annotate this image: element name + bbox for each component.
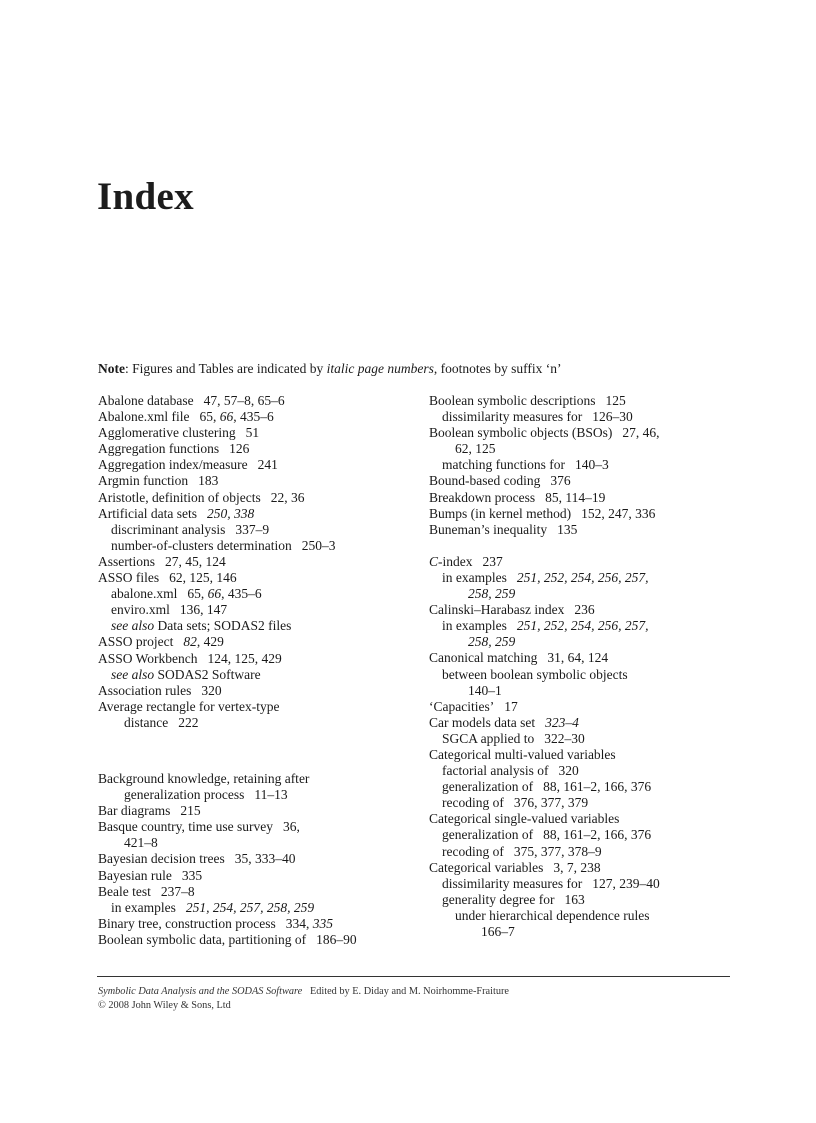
index-pages: 222 bbox=[178, 714, 199, 730]
page-title: Index bbox=[97, 175, 194, 218]
index-term: C-index bbox=[429, 553, 473, 569]
index-column-right bbox=[429, 393, 749, 940]
index-entry bbox=[98, 618, 418, 634]
index-term: Bayesian rule bbox=[98, 867, 172, 883]
index-pages: 136, 147 bbox=[179, 602, 228, 618]
index-pages: 51 bbox=[245, 425, 260, 441]
index-pages: 241 bbox=[257, 457, 278, 473]
index-section-gap bbox=[98, 731, 418, 755]
index-entry bbox=[429, 715, 749, 731]
index-pages: 320 bbox=[558, 763, 579, 779]
index-entry bbox=[429, 779, 749, 795]
index-term: Basque country, time use survey bbox=[98, 819, 273, 835]
index-term: Abalone database bbox=[98, 393, 194, 408]
index-entry bbox=[98, 490, 418, 506]
index-term: generalization process bbox=[124, 787, 245, 803]
note-text-before: : Figures and Tables are indicated by bbox=[125, 361, 327, 376]
index-entry bbox=[429, 586, 749, 602]
index-term: Beale test bbox=[98, 883, 151, 899]
index-entry bbox=[429, 473, 749, 489]
index-term: Association rules bbox=[98, 682, 192, 698]
index-term: 62, 125 bbox=[455, 441, 496, 457]
index-entry bbox=[429, 699, 749, 715]
index-entry bbox=[429, 924, 749, 940]
index-pages: 31, 64, 124 bbox=[547, 650, 609, 666]
index-term: Agglomerative clustering bbox=[98, 425, 236, 441]
index-term: Average rectangle for vertex-type bbox=[98, 698, 280, 714]
index-entry bbox=[429, 747, 749, 763]
index-pages: 215 bbox=[180, 803, 201, 819]
index-pages: 62, 125, 146 bbox=[169, 570, 237, 586]
index-entry bbox=[429, 876, 749, 892]
index-pages: 135 bbox=[557, 521, 578, 537]
index-pages: 65, 66, 435–6 bbox=[199, 409, 274, 425]
index-entry bbox=[98, 803, 418, 819]
index-entry bbox=[98, 570, 418, 586]
index-term: ASSO project bbox=[98, 634, 174, 650]
index-entry bbox=[98, 554, 418, 570]
index-entry bbox=[429, 554, 749, 570]
index-pages: 82, 429 bbox=[183, 634, 224, 650]
index-term: Categorical multi-valued variables bbox=[429, 746, 616, 762]
index-entry bbox=[429, 409, 749, 425]
index-pages: 251, 252, 254, 256, 257, bbox=[516, 618, 649, 634]
index-term: Binary tree, construction process bbox=[98, 915, 276, 931]
index-term: factorial analysis of bbox=[442, 763, 549, 779]
index-pages: 334, 335 bbox=[285, 915, 333, 931]
index-term: Aristotle, definition of objects bbox=[98, 489, 261, 505]
index-term: dissimilarity measures for bbox=[442, 875, 583, 891]
index-pages: 250–3 bbox=[301, 537, 336, 553]
index-pages: 337–9 bbox=[235, 521, 270, 537]
index-pages: 17 bbox=[504, 698, 518, 714]
index-entry bbox=[98, 425, 418, 441]
index-entry bbox=[98, 715, 418, 731]
index-term: Bar diagrams bbox=[98, 803, 171, 819]
index-term: see also SODAS2 Software bbox=[111, 666, 261, 682]
index-term: number-of-clusters determination bbox=[111, 537, 292, 553]
index-pages: 251, 252, 254, 256, 257, bbox=[516, 569, 649, 585]
index-entry bbox=[98, 586, 418, 602]
index-term: abalone.xml bbox=[111, 586, 178, 602]
index-entry bbox=[98, 473, 418, 489]
index-term: in examples bbox=[442, 618, 507, 634]
index-entry bbox=[98, 634, 418, 650]
index-term: dissimilarity measures for bbox=[442, 409, 583, 425]
index-pages: 22, 36 bbox=[270, 489, 305, 505]
index-pages: 186–90 bbox=[316, 931, 357, 947]
index-entry bbox=[98, 667, 418, 683]
index-pages: 250, 338 bbox=[206, 505, 255, 521]
index-term: Car models data set bbox=[429, 714, 536, 730]
index-term: Assertions bbox=[98, 553, 155, 569]
index-entry bbox=[429, 618, 749, 634]
index-term: ASSO Workbench bbox=[98, 650, 198, 666]
footer-copyright: © 2008 John Wiley & Sons, Ltd bbox=[98, 999, 231, 1011]
index-entry bbox=[98, 819, 418, 835]
index-term: recoding of bbox=[442, 843, 504, 859]
index-term: Abalone.xml file bbox=[98, 409, 190, 425]
index-pages: 320 bbox=[201, 682, 222, 698]
index-term: Breakdown process bbox=[429, 489, 536, 505]
index-entry bbox=[98, 602, 418, 618]
index-term: Background knowledge, retaining after bbox=[98, 770, 310, 786]
index-pages: 125 bbox=[605, 393, 626, 408]
index-pages: 27, 45, 124 bbox=[165, 553, 226, 569]
index-term: 166–7 bbox=[481, 924, 515, 939]
index-term: distance bbox=[124, 714, 169, 730]
index-term: Boolean symbolic objects (BSOs) bbox=[429, 425, 613, 441]
index-entry bbox=[429, 908, 749, 924]
index-entry bbox=[98, 851, 418, 867]
index-entry bbox=[429, 602, 749, 618]
index-pages: 376, 377, 379 bbox=[513, 795, 589, 811]
index-entry bbox=[429, 425, 749, 441]
index-term: in examples bbox=[111, 899, 176, 915]
index-pages: 375, 377, 378–9 bbox=[513, 843, 602, 859]
index-term: Aggregation index/measure bbox=[98, 457, 248, 473]
index-entry bbox=[429, 506, 749, 522]
index-entry bbox=[429, 731, 749, 747]
index-term: Bound-based coding bbox=[429, 473, 541, 489]
index-pages: 124, 125, 429 bbox=[207, 650, 282, 666]
note-text-after: , footnotes by suffix ‘n’ bbox=[433, 361, 562, 376]
index-entry bbox=[429, 522, 749, 538]
index-term: 140–1 bbox=[468, 682, 502, 698]
index-pages: 126 bbox=[229, 441, 250, 457]
footer-book-title: Symbolic Data Analysis and the SODAS Software bbox=[98, 986, 303, 997]
note-label: Note bbox=[98, 361, 125, 376]
index-entry bbox=[98, 916, 418, 932]
index-pages: 237 bbox=[482, 553, 503, 569]
index-term: 258, 259 bbox=[468, 586, 516, 602]
index-pages: 11–13 bbox=[254, 787, 288, 803]
index-entry bbox=[98, 683, 418, 699]
index-term: between boolean symbolic objects bbox=[442, 666, 628, 682]
index-entry bbox=[98, 884, 418, 900]
index-entry bbox=[429, 892, 749, 908]
index-entry bbox=[429, 811, 749, 827]
index-entry bbox=[429, 393, 749, 409]
index-term: Boolean symbolic data, partitioning of bbox=[98, 931, 307, 947]
index-entry bbox=[429, 634, 749, 650]
note-italic-text: italic page numbers bbox=[326, 361, 434, 376]
index-pages: 88, 161–2, 166, 376 bbox=[543, 779, 652, 795]
index-note bbox=[98, 361, 562, 377]
index-entry bbox=[98, 932, 418, 948]
index-term: generalization of bbox=[442, 827, 534, 843]
index-term: in examples bbox=[442, 569, 507, 585]
index-entry bbox=[429, 650, 749, 666]
index-pages: 47, 57–8, 65–6 bbox=[203, 393, 285, 408]
index-pages: 237–8 bbox=[160, 883, 195, 899]
index-pages: 335 bbox=[181, 867, 203, 883]
index-entry bbox=[98, 651, 418, 667]
index-entry bbox=[429, 683, 749, 699]
index-entry bbox=[429, 860, 749, 876]
index-entry bbox=[429, 490, 749, 506]
index-pages: 140–3 bbox=[574, 457, 609, 473]
index-pages: 323–4 bbox=[545, 714, 579, 730]
footer-editors: Edited by E. Diday and M. Noirhomme-Fraiture bbox=[309, 986, 509, 997]
index-entry bbox=[429, 667, 749, 683]
index-term: 258, 259 bbox=[468, 634, 516, 650]
index-section-gap bbox=[98, 755, 418, 771]
footer-divider bbox=[97, 976, 730, 977]
index-pages: 236 bbox=[574, 602, 595, 618]
index-pages: 65, 66, 435–6 bbox=[187, 586, 262, 602]
index-entry bbox=[98, 441, 418, 457]
index-term: Bayesian decision trees bbox=[98, 851, 225, 867]
index-entry bbox=[429, 457, 749, 473]
index-term: matching functions for bbox=[442, 457, 565, 473]
index-pages: 88, 161–2, 166, 376 bbox=[543, 827, 652, 843]
index-entry bbox=[98, 699, 418, 715]
index-entry bbox=[429, 795, 749, 811]
index-term: discriminant analysis bbox=[111, 521, 226, 537]
index-pages: 251, 254, 257, 258, 259 bbox=[185, 899, 315, 915]
index-term: Bumps (in kernel method) bbox=[429, 505, 572, 521]
index-term: see also Data sets; SODAS2 files bbox=[111, 618, 292, 634]
index-entry bbox=[429, 570, 749, 586]
index-term: Categorical single-valued variables bbox=[429, 811, 620, 827]
index-entry bbox=[98, 771, 418, 787]
index-term: under hierarchical dependence rules bbox=[455, 907, 650, 923]
index-term: Categorical variables bbox=[429, 859, 544, 875]
index-entry bbox=[98, 506, 418, 522]
index-pages: 126–30 bbox=[592, 409, 633, 425]
index-pages: 85, 114–19 bbox=[545, 489, 606, 505]
index-column-left bbox=[98, 393, 418, 948]
index-section-gap bbox=[429, 538, 749, 554]
index-entry bbox=[98, 393, 418, 409]
index-pages: 127, 239–40 bbox=[592, 875, 660, 891]
index-term: recoding of bbox=[442, 795, 504, 811]
index-entry bbox=[98, 538, 418, 554]
index-pages: 152, 247, 336 bbox=[581, 505, 656, 521]
index-entry bbox=[98, 457, 418, 473]
index-term: generalization of bbox=[442, 779, 534, 795]
index-term: SGCA applied to bbox=[442, 730, 535, 746]
index-term: Calinski–Harabasz index bbox=[429, 602, 565, 618]
index-entry bbox=[429, 844, 749, 860]
index-term: Canonical matching bbox=[429, 650, 538, 666]
index-term: Aggregation functions bbox=[98, 441, 220, 457]
index-entry bbox=[429, 441, 749, 457]
index-entry bbox=[98, 900, 418, 916]
index-pages: 322–30 bbox=[544, 730, 585, 746]
index-pages: 3, 7, 238 bbox=[553, 859, 601, 875]
index-entry bbox=[98, 409, 418, 425]
index-entry bbox=[98, 835, 418, 851]
index-entry bbox=[429, 763, 749, 779]
index-term: enviro.xml bbox=[111, 602, 170, 618]
index-term: 421–8 bbox=[124, 835, 158, 851]
index-term: ‘Capacities’ bbox=[429, 698, 495, 714]
index-pages: 36, bbox=[282, 819, 300, 835]
index-term: ASSO files bbox=[98, 570, 160, 586]
index-entry bbox=[98, 787, 418, 803]
index-term: Argmin function bbox=[98, 473, 189, 489]
page-footer bbox=[98, 985, 509, 1012]
index-pages: 163 bbox=[564, 891, 585, 907]
index-term: Artificial data sets bbox=[98, 505, 197, 521]
index-pages: 183 bbox=[198, 473, 219, 489]
index-pages: 35, 333–40 bbox=[234, 851, 296, 867]
footer-line-1 bbox=[98, 985, 509, 999]
index-pages: 376 bbox=[550, 473, 571, 489]
index-entry bbox=[98, 522, 418, 538]
index-entry bbox=[98, 868, 418, 884]
index-term: Boolean symbolic descriptions bbox=[429, 393, 596, 408]
index-pages: 27, 46, bbox=[622, 425, 660, 441]
index-entry bbox=[429, 827, 749, 843]
index-term: Buneman’s inequality bbox=[429, 521, 548, 537]
index-term: generality degree for bbox=[442, 891, 555, 907]
